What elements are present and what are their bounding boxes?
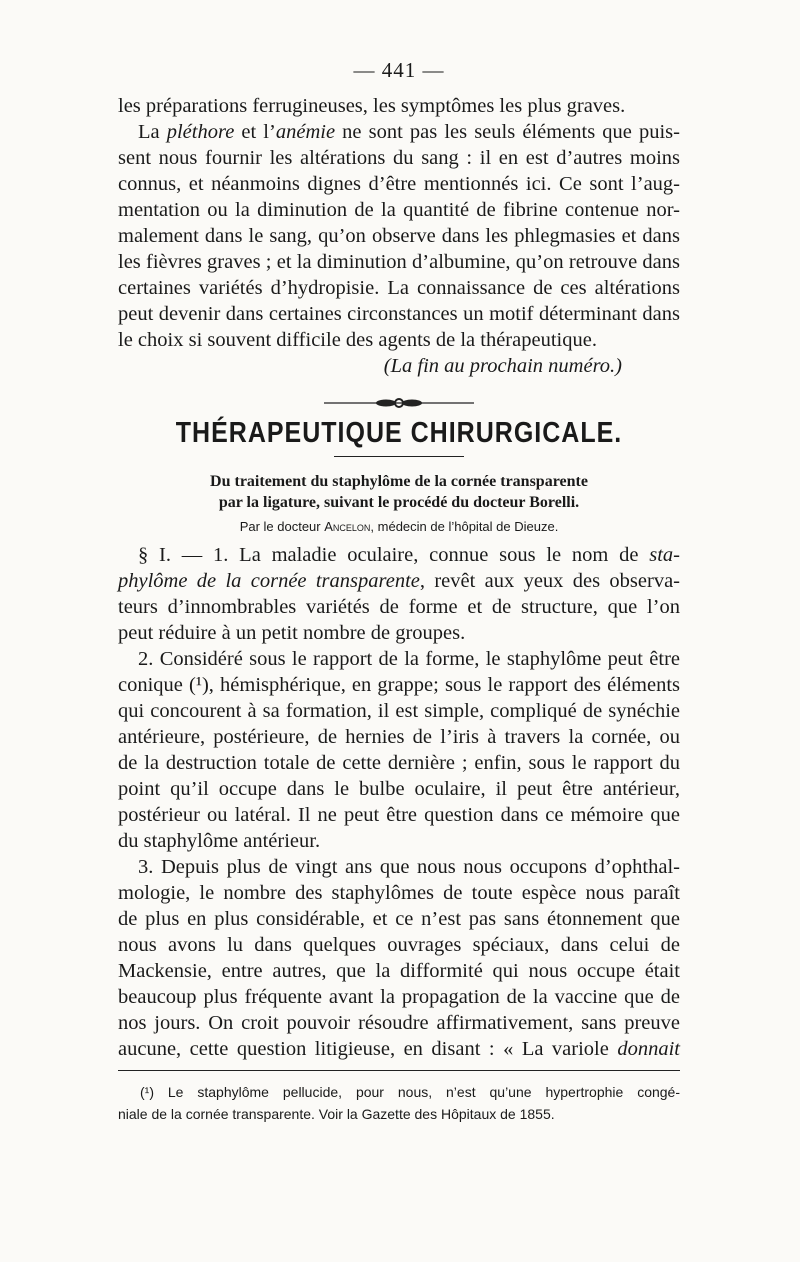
text-line: de la destruction totale de cette dernière ; enfin, sous le rapport du (118, 752, 680, 774)
text-line: mentation ou la diminution de la quantité de fibrine contenue nor- (118, 199, 680, 221)
text-line: 2. Considéré sous le rapport de la forme, le staphylôme peut être (138, 648, 680, 670)
text-line: La pléthore et l’anémie ne sont pas les seuls éléments que puis- (138, 121, 680, 143)
text-line: teurs d’innombrables variétés de forme et de structure, que l’on (118, 596, 680, 618)
text-line: Mackensie, entre autres, que la difformité qui nous occupe était (118, 960, 680, 982)
text-line: § I. — 1. La maladie oculaire, connue sous le nom de sta- (138, 544, 680, 566)
text-line: peut devenir dans certaines circonstances un motif déterminant dans (118, 303, 680, 325)
text-line: aucune, cette question litigieuse, en disant : « La variole donnait (118, 1038, 680, 1060)
text-line: phylôme de la cornée transparente, revêt aux yeux des observa- (118, 570, 680, 592)
text-line: nous avons lu dans quelques ouvrages spéciaux, dans celui de (118, 934, 680, 956)
page-number: — 441 — (353, 58, 445, 82)
text-line: les préparations ferrugineuses, les symptômes les plus graves. (118, 95, 626, 117)
book-page (118, 58, 680, 1125)
text-line: certaines variétés d’hydropisie. La connaissance de ces altérations (118, 277, 680, 299)
text-line: nos jours. On croit pouvoir résoudre affirmativement, sans preuve (118, 1012, 680, 1034)
text-line: peut réduire à un petit nombre de groupes. (118, 622, 466, 644)
footnote-line: niale de la cornée transparente. Voir la Gazette des Hôpitaux de 1855. (118, 1106, 555, 1122)
title-rule (334, 456, 464, 457)
text-line: les fièvres graves ; et la diminution d’albumine, qu’on retrouve dans (118, 251, 680, 273)
paragraph-intro (118, 93, 680, 119)
subtitle-line: par la ligature, suivant le procédé du docteur Borelli. (218, 494, 580, 511)
text-line: du staphylôme antérieur. (118, 830, 321, 852)
text-line: sent nous fournir les altérations du sang : il en est d’autres moins (118, 147, 680, 169)
text-line: conique (¹), hémisphérique, en grappe; sous le rapport des éléments (118, 674, 680, 696)
byline: Par le docteur Ancelon, médecin de l’hôpital de Dieuze. (239, 519, 559, 534)
subtitle-line: Du traitement du staphylôme de la cornée transparente (210, 473, 588, 490)
text-line: 3. Depuis plus de vingt ans que nous nous occupons d’ophthal- (138, 856, 680, 878)
text-line: de plus en plus considérable, et ce n’est pas sans étonnement que (118, 908, 680, 930)
text-line: le choix si souvent difficile des agents de la thérapeutique. (118, 329, 597, 351)
author-name: Ancelon (324, 519, 371, 534)
section-title: THÉRAPEUTIQUE CHIRURGICALE. (175, 416, 623, 450)
text-line: qui concourent à sa formation, il est simple, compliqué de synéchie (118, 700, 680, 722)
text-line: connus, et néanmoins dignes d’être mentionnés ici. Ce sont l’aug- (118, 173, 680, 195)
article-subtitle (118, 471, 680, 513)
footnote (118, 1081, 680, 1125)
text-line: antérieure, postérieure, de hernies de l’iris à travers la cornée, ou (118, 726, 680, 748)
ornamental-divider (324, 397, 474, 409)
continued-note: (La fin au prochain numéro.) (383, 355, 622, 377)
paragraph-blood-alterations (118, 119, 680, 353)
footnote-line: (¹) Le staphylôme pellucide, pour nous, n’est qu’une hypertrophie congé- (140, 1084, 680, 1100)
footnote-rule (118, 1070, 680, 1071)
text-line: mologie, le nombre des staphylômes de toute espèce nous paraît (118, 882, 680, 904)
text-line: malement dans le sang, qu’on observe dans les phlegmasies et dans (118, 225, 680, 247)
section-3 (118, 854, 680, 1062)
text-line: point qu’il occupe dans le bulbe oculaire, il peut être antérieur, (118, 778, 680, 800)
section-1 (118, 542, 680, 646)
text-line: beaucoup plus fréquente avant la propagation de la vaccine que de (118, 986, 680, 1008)
text-line: postérieur ou latéral. Il ne peut être question dans ce mémoire que (118, 804, 680, 826)
section-2 (118, 646, 680, 854)
italic-term: pléthore (166, 121, 235, 143)
italic-term: anémie (275, 121, 336, 143)
